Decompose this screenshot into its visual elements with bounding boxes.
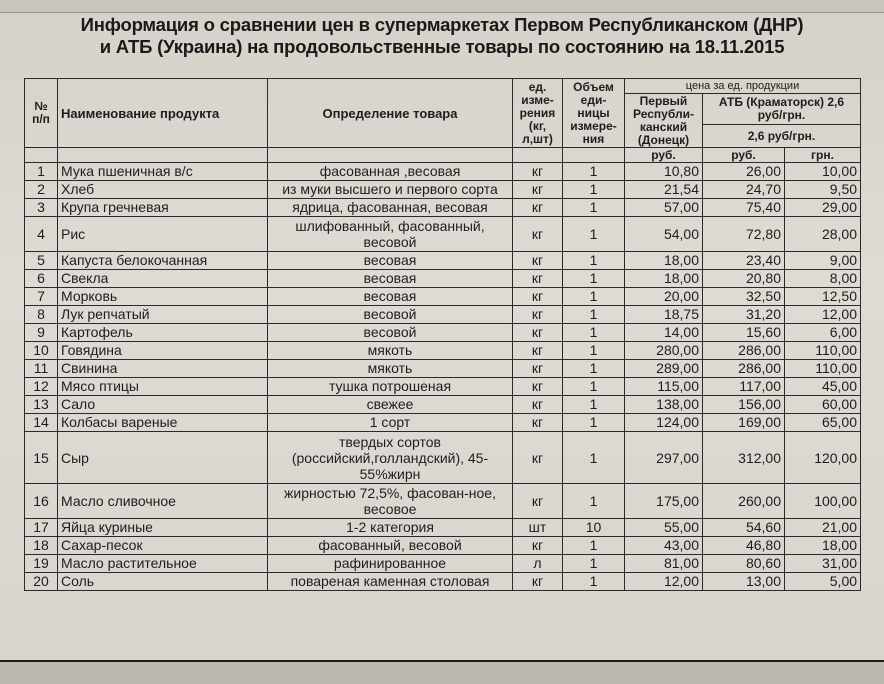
row-number: 18: [25, 537, 58, 555]
header-currency-uah: грн.: [785, 148, 861, 163]
price-donetsk-rub: 18,00: [625, 270, 703, 288]
product-definition: твердых сортов (российский,голландский), 45-55%жирн: [268, 432, 513, 484]
table-row: [25, 484, 861, 519]
unit-of-measure: шт: [513, 519, 563, 537]
price-donetsk-rub: 10,80: [625, 163, 703, 181]
price-atb-uah: 120,00: [785, 432, 861, 484]
price-atb-uah: 65,00: [785, 414, 861, 432]
product-definition: мякоть: [268, 360, 513, 378]
price-atb-rub: 156,00: [703, 396, 785, 414]
product-definition: свежее: [268, 396, 513, 414]
price-donetsk-rub: 124,00: [625, 414, 703, 432]
page-title: [0, 14, 884, 58]
table-row: [25, 306, 861, 324]
table-row: [25, 181, 861, 199]
unit-of-measure: л: [513, 555, 563, 573]
header-spacer: [513, 148, 563, 163]
price-atb-rub: 23,40: [703, 252, 785, 270]
unit-volume: 1: [563, 555, 625, 573]
unit-volume: 1: [563, 270, 625, 288]
header-store-atb: АТБ (Краматорск) 2,6 руб/грн.: [703, 94, 861, 125]
product-definition: шлифованный, фасованный, весовой: [268, 217, 513, 252]
price-atb-uah: 60,00: [785, 396, 861, 414]
unit-volume: 1: [563, 414, 625, 432]
price-atb-rub: 75,40: [703, 199, 785, 217]
product-name: Мясо птицы: [58, 378, 268, 396]
price-atb-uah: 100,00: [785, 484, 861, 519]
table-row: [25, 555, 861, 573]
price-donetsk-rub: 115,00: [625, 378, 703, 396]
table-row: [25, 324, 861, 342]
price-donetsk-rub: 175,00: [625, 484, 703, 519]
row-number: 1: [25, 163, 58, 181]
price-atb-rub: 312,00: [703, 432, 785, 484]
product-definition: мякоть: [268, 342, 513, 360]
product-definition: ядрица, фасованная, весовая: [268, 199, 513, 217]
unit-volume: 1: [563, 378, 625, 396]
unit-of-measure: кг: [513, 378, 563, 396]
price-atb-rub: 286,00: [703, 360, 785, 378]
product-name: Масло растительное: [58, 555, 268, 573]
row-number: 8: [25, 306, 58, 324]
price-donetsk-rub: 138,00: [625, 396, 703, 414]
product-definition: фасованный, весовой: [268, 537, 513, 555]
product-name: Сахар-песок: [58, 537, 268, 555]
product-name: Лук репчатый: [58, 306, 268, 324]
price-atb-uah: 28,00: [785, 217, 861, 252]
unit-of-measure: кг: [513, 252, 563, 270]
unit-of-measure: кг: [513, 537, 563, 555]
table-body: [25, 163, 861, 591]
price-atb-uah: 6,00: [785, 324, 861, 342]
product-name: Рис: [58, 217, 268, 252]
price-donetsk-rub: 43,00: [625, 537, 703, 555]
price-atb-rub: 117,00: [703, 378, 785, 396]
title-line-2: и АТБ (Украина) на продовольственные товары по состоянию на 18.11.2015: [99, 36, 785, 57]
table-row: [25, 199, 861, 217]
header-store-donetsk: Первый Республи-канский (Донецк): [625, 94, 703, 148]
price-atb-uah: 10,00: [785, 163, 861, 181]
header-exchange-rate: 2,6 руб/грн.: [703, 125, 861, 148]
price-atb-rub: 260,00: [703, 484, 785, 519]
price-donetsk-rub: 54,00: [625, 217, 703, 252]
table-row: [25, 163, 861, 181]
price-atb-uah: 31,00: [785, 555, 861, 573]
header-definition: Определение товара: [268, 79, 513, 148]
product-name: Капуста белокочанная: [58, 252, 268, 270]
row-number: 10: [25, 342, 58, 360]
row-number: 19: [25, 555, 58, 573]
header-spacer: [563, 148, 625, 163]
unit-volume: 1: [563, 199, 625, 217]
table-row: [25, 573, 861, 591]
table-row: [25, 396, 861, 414]
price-donetsk-rub: 20,00: [625, 288, 703, 306]
price-atb-uah: 8,00: [785, 270, 861, 288]
unit-of-measure: кг: [513, 342, 563, 360]
price-donetsk-rub: 81,00: [625, 555, 703, 573]
product-definition: повареная каменная столовая: [268, 573, 513, 591]
unit-volume: 1: [563, 342, 625, 360]
header-volume: Объем еди-ницы измере-ния: [563, 79, 625, 148]
header-currency-rub-1: руб.: [625, 148, 703, 163]
product-definition: фасованная ,весовая: [268, 163, 513, 181]
product-definition: жирностью 72,5%, фасован-ное, весовое: [268, 484, 513, 519]
product-name: Говядина: [58, 342, 268, 360]
price-atb-uah: 5,00: [785, 573, 861, 591]
unit-of-measure: кг: [513, 324, 563, 342]
unit-volume: 1: [563, 163, 625, 181]
header-currency-rub-2: руб.: [703, 148, 785, 163]
price-atb-uah: 45,00: [785, 378, 861, 396]
unit-volume: 1: [563, 360, 625, 378]
product-definition: 1-2 категория: [268, 519, 513, 537]
product-definition: весовая: [268, 252, 513, 270]
header-spacer: [58, 148, 268, 163]
product-name: Яйца куриные: [58, 519, 268, 537]
price-atb-uah: 12,00: [785, 306, 861, 324]
row-number: 15: [25, 432, 58, 484]
unit-volume: 1: [563, 217, 625, 252]
row-number: 9: [25, 324, 58, 342]
price-donetsk-rub: 21,54: [625, 181, 703, 199]
unit-volume: 1: [563, 181, 625, 199]
price-donetsk-rub: 14,00: [625, 324, 703, 342]
header-num: № п/п: [25, 79, 58, 148]
unit-volume: 1: [563, 288, 625, 306]
product-definition: тушка потрошеная: [268, 378, 513, 396]
unit-of-measure: кг: [513, 414, 563, 432]
product-name: Масло сливочное: [58, 484, 268, 519]
product-name: Соль: [58, 573, 268, 591]
product-name: Свекла: [58, 270, 268, 288]
table-row: [25, 414, 861, 432]
row-number: 6: [25, 270, 58, 288]
price-atb-uah: 110,00: [785, 342, 861, 360]
row-number: 14: [25, 414, 58, 432]
price-atb-uah: 9,00: [785, 252, 861, 270]
price-atb-rub: 20,80: [703, 270, 785, 288]
unit-volume: 1: [563, 306, 625, 324]
price-donetsk-rub: 57,00: [625, 199, 703, 217]
unit-of-measure: кг: [513, 573, 563, 591]
unit-of-measure: кг: [513, 199, 563, 217]
table-row: [25, 217, 861, 252]
header-price-group: цена за ед. продукции: [625, 79, 861, 94]
unit-of-measure: кг: [513, 306, 563, 324]
unit-of-measure: кг: [513, 484, 563, 519]
unit-volume: 1: [563, 432, 625, 484]
product-definition: 1 сорт: [268, 414, 513, 432]
price-atb-uah: 29,00: [785, 199, 861, 217]
price-atb-rub: 54,60: [703, 519, 785, 537]
product-name: Мука пшеничная в/с: [58, 163, 268, 181]
price-atb-uah: 12,50: [785, 288, 861, 306]
price-atb-rub: 46,80: [703, 537, 785, 555]
price-atb-rub: 286,00: [703, 342, 785, 360]
table-row: [25, 288, 861, 306]
unit-of-measure: кг: [513, 288, 563, 306]
row-number: 16: [25, 484, 58, 519]
unit-volume: 1: [563, 396, 625, 414]
row-number: 5: [25, 252, 58, 270]
unit-of-measure: кг: [513, 163, 563, 181]
unit-of-measure: кг: [513, 270, 563, 288]
row-number: 3: [25, 199, 58, 217]
table-row: [25, 252, 861, 270]
row-number: 4: [25, 217, 58, 252]
unit-volume: 1: [563, 573, 625, 591]
bottom-strip: [0, 660, 884, 684]
unit-volume: 1: [563, 537, 625, 555]
price-comparison-table: [24, 78, 861, 591]
row-number: 2: [25, 181, 58, 199]
header-unit: ед. изме-рения (кг, л,шт): [513, 79, 563, 148]
product-name: Морковь: [58, 288, 268, 306]
product-name: Сало: [58, 396, 268, 414]
row-number: 13: [25, 396, 58, 414]
unit-volume: 1: [563, 252, 625, 270]
table-row: [25, 270, 861, 288]
table-row: [25, 342, 861, 360]
unit-of-measure: кг: [513, 181, 563, 199]
product-name: Крупа гречневая: [58, 199, 268, 217]
price-donetsk-rub: 12,00: [625, 573, 703, 591]
top-strip: [0, 0, 884, 13]
unit-volume: 10: [563, 519, 625, 537]
unit-of-measure: кг: [513, 217, 563, 252]
unit-volume: 1: [563, 324, 625, 342]
product-definition: весовой: [268, 306, 513, 324]
unit-of-measure: кг: [513, 360, 563, 378]
price-donetsk-rub: 55,00: [625, 519, 703, 537]
price-donetsk-rub: 18,75: [625, 306, 703, 324]
row-number: 12: [25, 378, 58, 396]
product-definition: весовая: [268, 270, 513, 288]
price-donetsk-rub: 297,00: [625, 432, 703, 484]
product-name: Хлеб: [58, 181, 268, 199]
table-row: [25, 519, 861, 537]
price-atb-rub: 32,50: [703, 288, 785, 306]
price-donetsk-rub: 18,00: [625, 252, 703, 270]
row-number: 7: [25, 288, 58, 306]
price-atb-rub: 169,00: [703, 414, 785, 432]
row-number: 20: [25, 573, 58, 591]
price-atb-rub: 80,60: [703, 555, 785, 573]
header-spacer: [268, 148, 513, 163]
row-number: 17: [25, 519, 58, 537]
product-definition: весовой: [268, 324, 513, 342]
product-name: Колбасы вареные: [58, 414, 268, 432]
table-row: [25, 537, 861, 555]
price-atb-rub: 31,20: [703, 306, 785, 324]
table-row: [25, 432, 861, 484]
product-definition: из муки высшего и первого сорта: [268, 181, 513, 199]
price-donetsk-rub: 280,00: [625, 342, 703, 360]
price-atb-rub: 72,80: [703, 217, 785, 252]
price-donetsk-rub: 289,00: [625, 360, 703, 378]
title-line-1: Информация о сравнении цен в супермаркетах Первом Республиканском (ДНР): [80, 14, 804, 35]
header-name: Наименование продукта: [58, 79, 268, 148]
table-row: [25, 360, 861, 378]
product-name: Свинина: [58, 360, 268, 378]
price-atb-uah: 18,00: [785, 537, 861, 555]
price-atb-rub: 15,60: [703, 324, 785, 342]
unit-volume: 1: [563, 484, 625, 519]
unit-of-measure: кг: [513, 432, 563, 484]
price-atb-rub: 26,00: [703, 163, 785, 181]
price-atb-uah: 21,00: [785, 519, 861, 537]
price-atb-uah: 110,00: [785, 360, 861, 378]
row-number: 11: [25, 360, 58, 378]
price-atb-uah: 9,50: [785, 181, 861, 199]
product-name: Сыр: [58, 432, 268, 484]
product-definition: весовая: [268, 288, 513, 306]
unit-of-measure: кг: [513, 396, 563, 414]
product-name: Картофель: [58, 324, 268, 342]
header-spacer: [25, 148, 58, 163]
price-atb-rub: 24,70: [703, 181, 785, 199]
product-definition: рафинированное: [268, 555, 513, 573]
price-atb-rub: 13,00: [703, 573, 785, 591]
table-row: [25, 378, 861, 396]
